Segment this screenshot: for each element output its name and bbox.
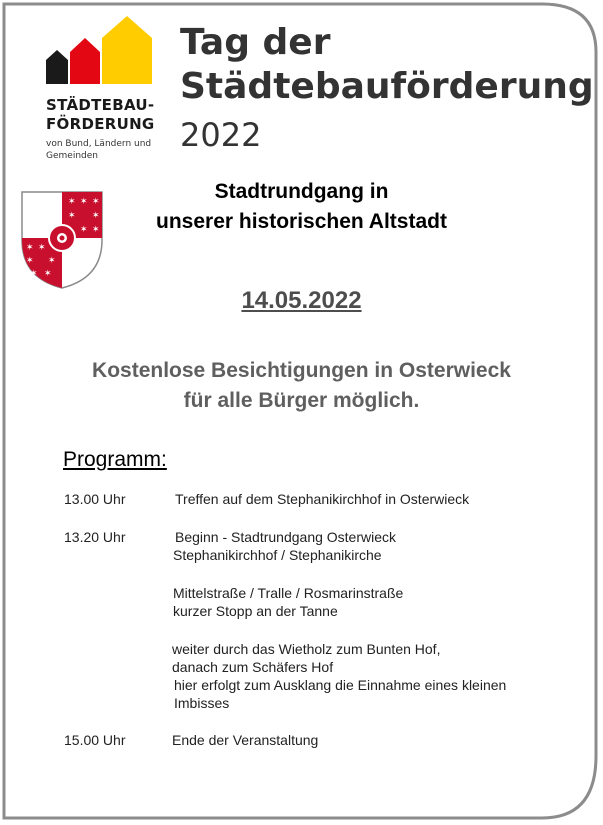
event-date: 14.05.2022 [241,287,362,314]
event-title-line-2: unserer historischen Altstadt [156,210,447,233]
program-text: Imbisses [174,695,230,711]
program-text: Stephanikirchhof / Stephanikirche [173,547,382,563]
svg-text:✶: ✶ [68,211,76,221]
title-line-1: Tag der [180,22,331,63]
program-time: 13.00 Uhr [64,491,126,507]
svg-text:✶: ✶ [26,243,34,253]
logo-line-3: von Bund, Ländern und [46,139,152,149]
program-heading: Programm: [63,448,167,471]
program-text: kurzer Stopp an der Tanne [173,603,338,619]
program-text: Ende der Veranstaltung [172,732,319,748]
svg-text:✶: ✶ [92,197,100,207]
svg-text:✶: ✶ [80,197,88,207]
svg-text:✶: ✶ [30,269,38,279]
svg-text:✶: ✶ [80,225,88,235]
program-text: danach zum Schäfers Hof [172,659,334,675]
svg-text:✶: ✶ [92,211,100,221]
svg-text:✶: ✶ [26,256,34,266]
title-year: 2022 [180,116,262,154]
houses-icon [46,14,156,86]
program-time: 15.00 Uhr [64,732,126,748]
program-text: hier erfolgt zum Ausklang die Einnahme eines kleinen [174,677,507,693]
event-title-line-1: Stadtrundgang in [214,180,389,203]
svg-text:✶: ✶ [48,256,56,266]
program-text: weiter durch das Wietholz zum Bunten Hof, [172,641,441,657]
program-time: 13.20 Uhr [64,529,126,545]
logo-line-1: STÄDTEBAU- [46,96,155,114]
title-line-2: Städtebauförderung [180,66,594,107]
program-text: Treffen auf dem Stephanikirchhof in Osterwieck [175,491,470,507]
svg-text:✶: ✶ [38,243,46,253]
svg-text:✶: ✶ [68,197,76,207]
svg-text:✶: ✶ [92,225,100,235]
info-line-2: für alle Bürger möglich. [183,389,420,412]
logo-line-2: FÖRDERUNG [46,115,155,133]
svg-text:✶: ✶ [44,269,52,279]
program-text: Mittelstraße / Tralle / Rosmarinstraße [173,585,404,601]
info-line-1: Kostenlose Besichtigungen in Osterwieck [92,359,511,382]
coat-of-arms-icon [20,190,106,290]
program-text: Beginn - Stadtrundgang Osterwieck [175,529,397,545]
staedtebaufoerderung-logo [44,14,164,164]
logo-line-4: Gemeinden [46,151,98,161]
